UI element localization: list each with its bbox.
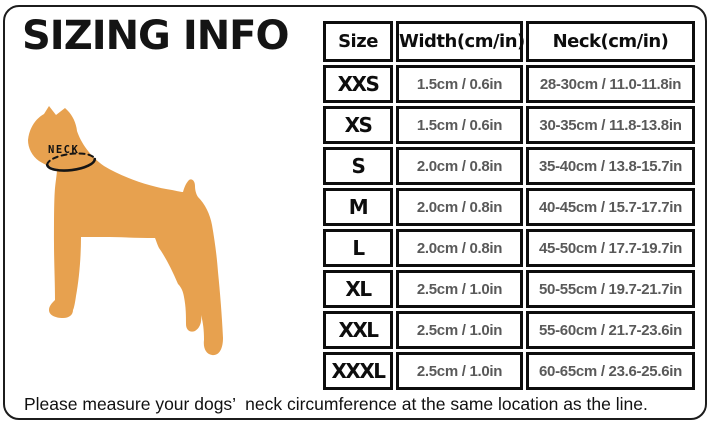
size-cell: XXL [323,311,393,349]
width-cell: 2.0cm / 0.8in [396,229,523,267]
size-cell: XL [323,270,393,308]
table-row [323,106,695,144]
width-cell: 2.5cm / 1.0in [396,352,523,390]
width-cell: 2.5cm / 1.0in [396,270,523,308]
size-cell: M [323,188,393,226]
neck-cell: 45-50cm / 17.7-19.7in [526,229,695,267]
width-column-header: Width(cm/in) [396,21,523,62]
size-cell: L [323,229,393,267]
table-row [323,65,695,103]
size-cell: XXS [323,65,393,103]
neck-cell: 35-40cm / 13.8-15.7in [526,147,695,185]
neck-cell: 40-45cm / 15.7-17.7in [526,188,695,226]
table-row [323,270,695,308]
table-row [323,147,695,185]
neck-label: NECK [48,144,80,156]
size-cell: XS [323,106,393,144]
width-cell: 1.5cm / 0.6in [396,65,523,103]
neck-column-header: Neck(cm/in) [526,21,695,62]
size-column-header: Size [323,21,393,62]
neck-cell: 55-60cm / 21.7-23.6in [526,311,695,349]
neck-cell: 30-35cm / 11.8-13.8in [526,106,695,144]
size-table-body [323,65,695,390]
table-row [323,188,695,226]
table-header-row [323,21,695,62]
width-cell: 2.0cm / 0.8in [396,188,523,226]
table-row [323,311,695,349]
table-row [323,352,695,390]
table-row [323,229,695,267]
width-cell: 1.5cm / 0.6in [396,106,523,144]
neck-cell: 50-55cm / 19.7-21.7in [526,270,695,308]
width-cell: 2.5cm / 1.0in [396,311,523,349]
neck-cell: 60-65cm / 23.6-25.6in [526,352,695,390]
dog-figure [20,100,230,360]
neck-cell: 28-30cm / 11.0-11.8in [526,65,695,103]
size-cell: XXXL [323,352,393,390]
size-cell: S [323,147,393,185]
footer-note: Please measure your dogs’ neck circumference at the same location as the line. [24,394,648,414]
size-table [320,18,698,393]
width-cell: 2.0cm / 0.8in [396,147,523,185]
page-title: SIZING INFO [22,13,289,59]
